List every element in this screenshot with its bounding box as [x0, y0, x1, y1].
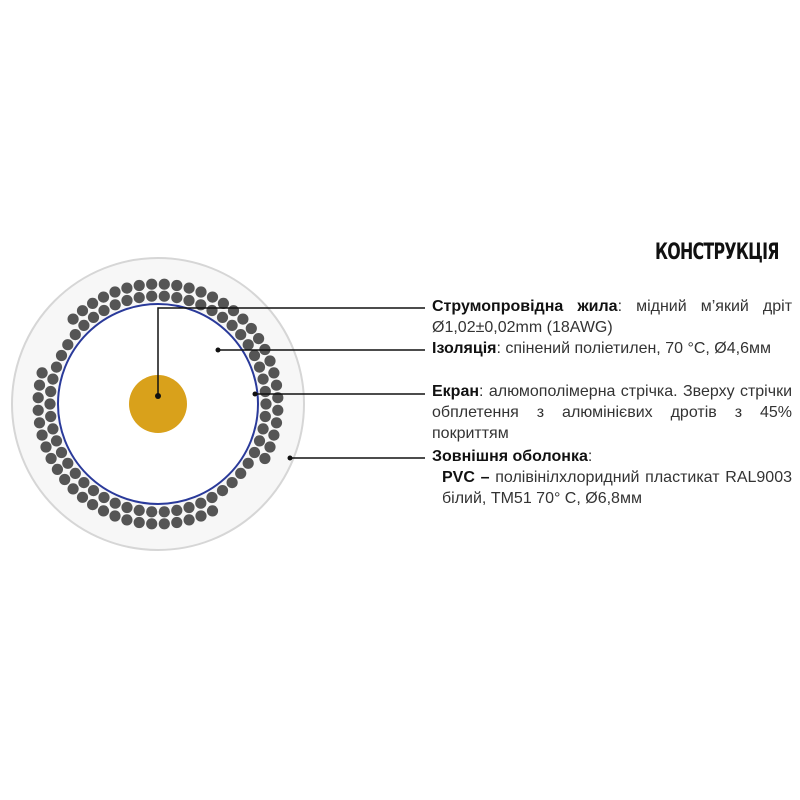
braid-wire [227, 477, 238, 488]
braid-wire [37, 367, 48, 378]
label-conductor-sep: : [617, 298, 637, 315]
braid-wire [88, 312, 99, 323]
braid-wire [59, 474, 70, 485]
braid-wire [171, 517, 182, 528]
leader-dot-conductor [155, 393, 161, 399]
braid-wire [34, 417, 45, 428]
braid-wire [246, 323, 257, 334]
label-insulation [432, 338, 792, 359]
braid-wire [70, 468, 81, 479]
braid-wire [77, 492, 88, 503]
braid-wire [109, 286, 120, 297]
braid-wire [254, 362, 265, 373]
leader-dot-jacket [288, 456, 293, 461]
braid-wire [110, 498, 121, 509]
braid-wire [121, 514, 132, 525]
braid-wire [249, 447, 260, 458]
braid-wire [260, 398, 271, 409]
braid-wire [70, 329, 81, 340]
braid-wire [243, 458, 254, 469]
leader-dot-shield [253, 392, 258, 397]
braid-wire [183, 295, 194, 306]
label-jacket-material: PVC – [442, 469, 490, 486]
braid-wire [44, 398, 55, 409]
label-shield [432, 381, 792, 444]
braid-wire [40, 441, 51, 452]
braid-wire [146, 279, 157, 290]
braid-wire [171, 280, 182, 291]
braid-wire [78, 477, 89, 488]
braid-wire [259, 453, 270, 464]
label-insulation-text: спінений поліетилен, 70 °С, Ø4,6мм [505, 340, 771, 357]
braid-wire [217, 485, 228, 496]
braid-wire [249, 350, 260, 361]
braid-wire [68, 314, 79, 325]
braid-wire [33, 405, 44, 416]
braid-wire [134, 505, 145, 516]
label-insulation-name: Ізоляція [432, 340, 497, 357]
braid-wire [45, 411, 56, 422]
braid-wire [98, 505, 109, 516]
braid-wire [235, 468, 246, 479]
braid-wire [51, 362, 62, 373]
label-shield-sep: : [479, 383, 489, 400]
braid-wire [134, 292, 145, 303]
braid-wire [268, 430, 279, 441]
label-jacket-detail [432, 467, 792, 509]
braid-wire [264, 355, 275, 366]
label-conductor [432, 296, 792, 338]
label-conductor-text: мідний м’який дріт Ø1,02±0,02mm (18AWG) [432, 298, 793, 336]
braid-wire [268, 367, 279, 378]
braid-wire [253, 333, 264, 344]
braid-wire [171, 505, 182, 516]
braid-wire [51, 435, 62, 446]
braid-wire [37, 430, 48, 441]
braid-wire [88, 485, 99, 496]
braid-wire [98, 305, 109, 316]
braid-wire [121, 502, 132, 513]
label-insulation-sep: : [496, 340, 506, 357]
braid-wire [258, 423, 269, 434]
diagram-title: КОНСТРУКЦІЯ [655, 240, 779, 265]
braid-wire [98, 492, 109, 503]
braid-wire [258, 374, 269, 385]
braid-wire [109, 510, 120, 521]
braid-wire [87, 298, 98, 309]
braid-wire [45, 386, 56, 397]
braid-wire [217, 312, 228, 323]
braid-wire [68, 483, 79, 494]
braid-wire [254, 435, 265, 446]
braid-wire [206, 305, 217, 316]
braid-wire [271, 380, 282, 391]
braid-wire [98, 292, 109, 303]
braid-wire [159, 279, 170, 290]
braid-wire [264, 441, 275, 452]
braid-wire [207, 292, 218, 303]
braid-wire [227, 320, 238, 331]
braid-wire [235, 329, 246, 340]
label-shield-text: алюмополімерна стрічка. Зверху стрічки обплетення з алюмінієвих дротів з 45% покриттям [432, 383, 793, 442]
braid-wire [260, 386, 271, 397]
braid-wire [56, 350, 67, 361]
braid-wire [272, 405, 283, 416]
braid-wire [56, 447, 67, 458]
braid-wire [62, 339, 73, 350]
label-jacket-text: полівінілхлоридний пластикат RAL9003 білий, ТМ51 70° С, Ø6,8мм [442, 469, 792, 507]
braid-wire [184, 283, 195, 294]
braid-wire [47, 423, 58, 434]
braid-wire [146, 291, 157, 302]
braid-wire [52, 464, 63, 475]
braid-wire [260, 411, 271, 422]
braid-wire [134, 517, 145, 528]
braid-wire [228, 305, 239, 316]
braid-wire [121, 283, 132, 294]
label-jacket-sep: : [587, 448, 593, 465]
braid-wire [121, 295, 132, 306]
braid-wire [195, 498, 206, 509]
braid-wire [62, 458, 73, 469]
braid-wire [134, 280, 145, 291]
braid-wire [78, 320, 89, 331]
braid-wire [77, 305, 88, 316]
braid-wire [110, 299, 121, 310]
braid-wire [146, 518, 157, 529]
leader-dot-insulation [216, 348, 221, 353]
braid-wire [46, 453, 57, 464]
braid-wire [146, 506, 157, 517]
braid-wire [159, 506, 170, 517]
braid-wire [237, 314, 248, 325]
braid-wire [195, 286, 206, 297]
braid-wire [206, 492, 217, 503]
braid-wire [207, 505, 218, 516]
braid-wire [271, 417, 282, 428]
braid-wire [87, 499, 98, 510]
braid-wire [184, 514, 195, 525]
braid-wire [243, 339, 254, 350]
braid-wire [34, 380, 45, 391]
braid-wire [159, 291, 170, 302]
braid-wire [195, 510, 206, 521]
braid-wire [183, 502, 194, 513]
braid-wire [47, 374, 58, 385]
label-conductor-name: Струмопровідна жила [432, 298, 618, 315]
label-shield-name: Екран [432, 383, 480, 400]
braid-wire [159, 518, 170, 529]
braid-wire [33, 392, 44, 403]
label-jacket [432, 446, 792, 509]
braid-wire [171, 292, 182, 303]
label-jacket-name: Зовнішня оболонка [432, 448, 588, 465]
